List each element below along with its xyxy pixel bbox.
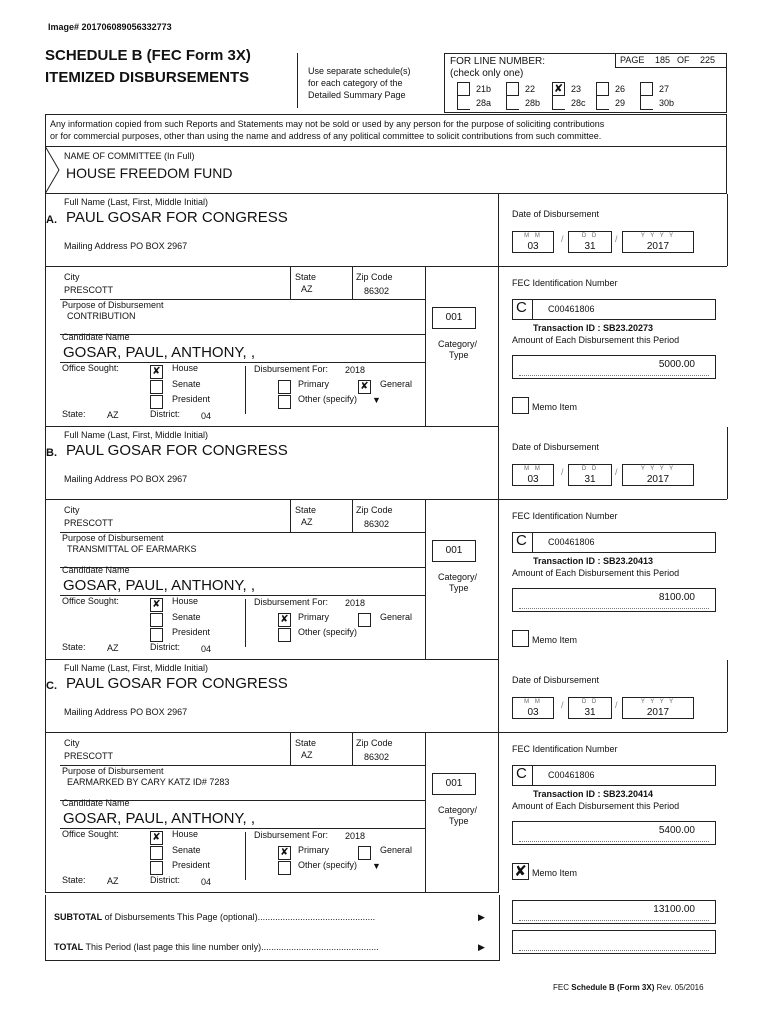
date-mm-value: 03 <box>527 474 539 485</box>
memo-label: Memo Item <box>532 635 578 645</box>
candidate-name: GOSAR, PAUL, ANTHONY, , <box>63 577 255 594</box>
date-dd-value: 31 <box>584 474 596 485</box>
primary-checkbox[interactable]: ✘ <box>278 613 291 627</box>
fec-id-box[interactable] <box>512 532 716 553</box>
payee-name: PAUL GOSAR FOR CONGRESS <box>66 442 288 459</box>
line-checkbox-28b[interactable] <box>506 96 519 110</box>
schedule-title: SCHEDULE B (FEC Form 3X) <box>45 47 251 64</box>
entry-right-border <box>727 660 728 732</box>
office-sought-label: Office Sought: <box>62 829 119 839</box>
general-checkbox[interactable]: ✘ <box>358 380 371 394</box>
amount-value: 5000.00 <box>658 359 695 370</box>
senate-label: Senate <box>172 379 201 389</box>
date-yyyy-hint: Y Y Y Y <box>640 466 676 472</box>
other-checkbox[interactable] <box>278 628 291 642</box>
date-separator: / <box>561 700 564 710</box>
entry-zip-divider <box>352 732 353 765</box>
line-label-22: 22 <box>525 84 536 94</box>
date-yyyy-hint: Y Y Y Y <box>640 233 676 239</box>
date-separator: / <box>615 467 618 477</box>
category-code: 001 <box>432 773 476 795</box>
entry-right-border <box>727 194 728 266</box>
mailing-address <box>64 241 187 251</box>
cand-state-value: AZ <box>107 410 119 420</box>
entry-address-line <box>45 732 727 733</box>
fec-id-box[interactable] <box>512 765 716 786</box>
date-yyyy-value: 2017 <box>646 241 670 252</box>
entry-letter: B. <box>46 447 57 459</box>
entry-bottom-line <box>45 426 498 427</box>
line-label-28a: 28a <box>476 98 492 108</box>
city-value: PRESCOTT <box>64 285 114 295</box>
date-dd-box[interactable] <box>568 464 612 486</box>
general-checkbox[interactable] <box>358 613 371 627</box>
city-label: City <box>64 505 80 515</box>
entry-address-line <box>45 266 727 267</box>
schedule-subtitle: ITEMIZED DISBURSEMENTS <box>45 69 250 86</box>
committee-arrow-icon <box>45 146 61 194</box>
date-dd-hint: D D <box>581 466 599 472</box>
purpose-label: Purpose of Disbursement <box>62 533 164 543</box>
line-label-26: 26 <box>615 84 626 94</box>
date-yyyy-box[interactable] <box>622 231 694 253</box>
senate-label: Senate <box>172 612 201 622</box>
category-code: 001 <box>432 307 476 329</box>
line-checkbox-28a[interactable] <box>457 96 470 110</box>
general-label: General <box>380 612 413 622</box>
category-label-1: Category/ <box>438 572 478 582</box>
page-number: 185 <box>655 55 671 65</box>
state-label: State <box>295 272 317 282</box>
memo-label: Memo Item <box>532 868 578 878</box>
mailing-address-value: PO BOX 2967 <box>130 474 188 484</box>
zip-label: Zip Code <box>356 738 393 748</box>
office-house-checkbox[interactable]: ✘ <box>150 598 163 612</box>
purpose-value: CONTRIBUTION <box>67 311 136 321</box>
amount-value: 5400.00 <box>658 825 695 836</box>
election-year: 2018 <box>345 598 366 608</box>
office-president-checkbox[interactable] <box>150 395 163 409</box>
cand-district-label: District: <box>150 875 180 885</box>
date-yyyy-value: 2017 <box>646 707 670 718</box>
mailing-address-label: Mailing Address <box>64 474 128 484</box>
category-label-1: Category/ <box>438 805 478 815</box>
other-checkbox[interactable] <box>278 861 291 875</box>
amount-label: Amount of Each Disbursement this Period <box>512 801 680 811</box>
line-label-27: 27 <box>659 84 670 94</box>
fec-id-label: FEC Identification Number <box>512 511 618 521</box>
date-label: Date of Disbursement <box>512 675 600 685</box>
line-checkbox-28c[interactable] <box>552 96 565 110</box>
category-code: 001 <box>432 540 476 562</box>
fec-id-value: C00461806 <box>548 304 595 314</box>
full-name-label: Full Name (Last, First, Middle Initial) <box>64 197 209 207</box>
date-mm-value: 03 <box>527 241 539 252</box>
president-label: President <box>172 860 211 870</box>
entry-divider <box>498 660 499 893</box>
fec-id-divider <box>532 299 533 320</box>
zip-label: Zip Code <box>356 272 393 282</box>
line-checkbox-30b[interactable] <box>640 96 653 110</box>
date-mm-hint: M M <box>524 699 542 705</box>
date-mm-box[interactable] <box>512 697 554 719</box>
entry-right-border <box>727 427 728 499</box>
purpose-value: EARMARKED BY CARY KATZ ID# 7283 <box>67 777 230 787</box>
office-sought-label: Office Sought: <box>62 596 119 606</box>
city-label: City <box>64 272 80 282</box>
full-name-label: Full Name (Last, First, Middle Initial) <box>64 663 209 673</box>
entry-divider <box>498 427 499 660</box>
state-value: AZ <box>301 284 313 294</box>
candidate-name-label: Candidate Name <box>62 565 130 575</box>
line-label-28c: 28c <box>571 98 586 108</box>
total-amount-box <box>512 930 716 954</box>
date-yyyy-box[interactable] <box>622 464 694 486</box>
date-yyyy-hint: Y Y Y Y <box>640 699 676 705</box>
entry-divider <box>498 194 499 427</box>
page-total: 225 <box>700 55 716 65</box>
entry-letter: C. <box>46 680 57 692</box>
line-checkbox-26[interactable] <box>596 82 609 96</box>
candidate-name: GOSAR, PAUL, ANTHONY, , <box>63 810 255 827</box>
fec-id-divider <box>532 765 533 786</box>
date-separator: / <box>561 234 564 244</box>
president-label: President <box>172 627 211 637</box>
other-checkbox[interactable] <box>278 395 291 409</box>
zip-label: Zip Code <box>356 505 393 515</box>
line-label-23: 23 <box>571 84 582 94</box>
entry-category-divider <box>425 732 426 893</box>
date-dd-value: 31 <box>584 241 596 252</box>
fec-id-prefix: C <box>516 532 527 549</box>
disbursement-for-label: Disbursement For: <box>254 364 329 374</box>
line-checkbox-29[interactable] <box>596 96 609 110</box>
amount-label: Amount of Each Disbursement this Period <box>512 568 680 578</box>
notice-line-1: Any information copied from such Reports and Statements may not be sold or used by any person for the purpose of soliciting contributions <box>50 119 605 129</box>
office-house-checkbox[interactable]: ✘ <box>150 831 163 845</box>
house-label: House <box>172 363 199 373</box>
committee-name: HOUSE FREEDOM FUND <box>66 165 233 181</box>
entry-category-divider <box>425 499 426 660</box>
date-mm-box[interactable] <box>512 464 554 486</box>
dropdown-arrow-icon: ▼ <box>372 861 381 871</box>
entry-state-divider <box>290 499 291 532</box>
date-label: Date of Disbursement <box>512 442 600 452</box>
zip-value: 86302 <box>364 752 390 762</box>
president-label: President <box>172 394 211 404</box>
footer-form-name: Schedule B (Form 3X) <box>571 983 655 992</box>
transaction-id: Transaction ID : SB23.20413 <box>533 556 654 566</box>
cand-district-value: 04 <box>201 411 212 421</box>
fec-id-divider <box>532 532 533 553</box>
fec-id-label: FEC Identification Number <box>512 744 618 754</box>
line-label-29: 29 <box>615 98 626 108</box>
form-footer <box>553 983 704 992</box>
entry-address-line <box>45 499 727 500</box>
date-yyyy-box[interactable] <box>622 697 694 719</box>
date-dd-value: 31 <box>584 707 596 718</box>
fec-id-value: C00461806 <box>548 537 595 547</box>
dropdown-arrow-icon: ▼ <box>372 395 381 405</box>
primary-label: Primary <box>298 612 329 622</box>
cand-state-label: State: <box>62 875 86 885</box>
date-mm-hint: M M <box>524 233 542 239</box>
office-senate-checkbox[interactable] <box>150 846 163 860</box>
memo-checkbox[interactable]: ✘ <box>512 863 529 880</box>
fec-id-prefix: C <box>516 299 527 316</box>
city-value: PRESCOTT <box>64 751 114 761</box>
general-label: General <box>380 379 413 389</box>
subtotal-label: SUBTOTAL <box>54 912 103 922</box>
disbursement-for-label: Disbursement For: <box>254 830 329 840</box>
office-senate-checkbox[interactable] <box>150 613 163 627</box>
line-checkbox-22[interactable] <box>506 82 519 96</box>
payee-name: PAUL GOSAR FOR CONGRESS <box>66 209 288 226</box>
mailing-address-value: PO BOX 2967 <box>130 241 188 251</box>
zip-value: 86302 <box>364 286 390 296</box>
purpose-value: TRANSMITTAL OF EARMARKS <box>67 544 197 554</box>
office-senate-checkbox[interactable] <box>150 380 163 394</box>
other-specify-label: Other (specify) <box>298 860 358 870</box>
candidate-name-label: Candidate Name <box>62 798 130 808</box>
footer-revision: Rev. 05/2016 <box>654 983 704 992</box>
category-label-2: Type <box>449 583 469 593</box>
memo-checkbox[interactable] <box>512 397 529 414</box>
date-dd-box[interactable] <box>568 231 612 253</box>
amount-label: Amount of Each Disbursement this Period <box>512 335 680 345</box>
check-only-one: (check only one) <box>450 68 524 79</box>
line-checkbox-21b[interactable] <box>457 82 470 96</box>
line-label-30b: 30b <box>659 98 675 108</box>
payee-name: PAUL GOSAR FOR CONGRESS <box>66 675 288 692</box>
line-label-21b: 21b <box>476 84 492 94</box>
zip-value: 86302 <box>364 519 390 529</box>
entry-letter: A. <box>46 214 57 226</box>
entry-office-divider <box>245 832 246 880</box>
purpose-label: Purpose of Disbursement <box>62 300 164 310</box>
cand-district-label: District: <box>150 409 180 419</box>
date-separator: / <box>615 234 618 244</box>
cand-state-label: State: <box>62 642 86 652</box>
candidate-name-label: Candidate Name <box>62 332 130 342</box>
fec-id-label: FEC Identification Number <box>512 278 618 288</box>
fec-id-prefix: C <box>516 765 527 782</box>
entry-zip-divider <box>352 499 353 532</box>
total-arrow-icon: ▶ <box>478 942 485 952</box>
primary-label: Primary <box>298 379 329 389</box>
primary-checkbox[interactable] <box>278 380 291 394</box>
subtotal-arrow-icon: ▶ <box>478 912 485 922</box>
subtotal-line <box>54 912 375 922</box>
transaction-id: Transaction ID : SB23.20414 <box>533 789 654 799</box>
office-president-checkbox[interactable] <box>150 861 163 875</box>
cand-state-value: AZ <box>107 876 119 886</box>
cand-district-value: 04 <box>201 644 212 654</box>
date-dd-hint: D D <box>581 233 599 239</box>
page-label: PAGE <box>620 55 645 65</box>
primary-checkbox[interactable]: ✘ <box>278 846 291 860</box>
entry-bottom-line <box>45 892 498 893</box>
memo-label: Memo Item <box>532 402 578 412</box>
entry-state-divider <box>290 266 291 299</box>
office-president-checkbox[interactable] <box>150 628 163 642</box>
line-checkbox-23[interactable]: ✘ <box>553 83 564 95</box>
subtotal-amount-box <box>512 900 716 924</box>
category-label-2: Type <box>449 816 469 826</box>
committee-label: NAME OF COMMITTEE (In Full) <box>64 151 195 161</box>
entry-zip-divider <box>352 266 353 299</box>
entry-office-divider <box>245 366 246 414</box>
instruction-line-3: Detailed Summary Page <box>308 90 406 100</box>
line-label-28b: 28b <box>525 98 541 108</box>
mailing-address <box>64 707 187 717</box>
senate-label: Senate <box>172 845 201 855</box>
notice-line-2: or for commercial purposes, other than using the name and address of any political committee to solicit contributions from such committee. <box>50 131 602 141</box>
general-label: General <box>380 845 413 855</box>
date-mm-value: 03 <box>527 707 539 718</box>
entry-state-divider <box>290 732 291 765</box>
subtotal-desc: of Disbursements This Page (optional)............................................... <box>102 912 376 922</box>
subtotal-value: 13100.00 <box>653 904 695 915</box>
date-dd-hint: D D <box>581 699 599 705</box>
house-label: House <box>172 829 199 839</box>
image-id: Image# 201706089056332773 <box>48 22 172 32</box>
full-name-label: Full Name (Last, First, Middle Initial) <box>64 430 209 440</box>
entry-bottom-line <box>45 659 498 660</box>
amount-box[interactable] <box>512 588 716 612</box>
total-desc: This Period (last page this line number only)............................................... <box>83 942 379 952</box>
entry-left-border <box>45 427 46 660</box>
amount-ticks <box>519 606 709 609</box>
entry-left-border <box>45 660 46 893</box>
transaction-id: Transaction ID : SB23.20273 <box>533 323 654 333</box>
state-value: AZ <box>301 750 313 760</box>
fec-id-value: C00461806 <box>548 770 595 780</box>
for-line-label: FOR LINE NUMBER: <box>450 56 546 67</box>
category-label-1: Category/ <box>438 339 478 349</box>
memo-checkbox[interactable] <box>512 630 529 647</box>
category-label-2: Type <box>449 350 469 360</box>
date-mm-box[interactable] <box>512 231 554 253</box>
date-separator: / <box>615 700 618 710</box>
mailing-address <box>64 474 187 484</box>
footer-prefix: FEC <box>553 983 572 992</box>
entry-office-divider <box>245 599 246 647</box>
date-dd-box[interactable] <box>568 697 612 719</box>
amount-ticks <box>519 839 709 842</box>
primary-label: Primary <box>298 845 329 855</box>
office-house-checkbox[interactable]: ✘ <box>150 365 163 379</box>
amount-box[interactable] <box>512 821 716 845</box>
office-sought-label: Office Sought: <box>62 363 119 373</box>
election-year: 2018 <box>345 365 366 375</box>
state-value: AZ <box>301 517 313 527</box>
cand-state-label: State: <box>62 409 86 419</box>
cand-state-value: AZ <box>107 643 119 653</box>
other-specify-label: Other (specify) <box>298 394 358 404</box>
state-label: State <box>295 738 317 748</box>
cand-district-value: 04 <box>201 877 212 887</box>
mailing-address-label: Mailing Address <box>64 241 128 251</box>
amount-ticks <box>519 373 709 376</box>
total-line <box>54 942 379 952</box>
entry-left-border <box>45 194 46 427</box>
purpose-label: Purpose of Disbursement <box>62 766 164 776</box>
house-label: House <box>172 596 199 606</box>
date-label: Date of Disbursement <box>512 209 600 219</box>
amount-value: 8100.00 <box>658 592 695 603</box>
disbursement-for-label: Disbursement For: <box>254 597 329 607</box>
city-label: City <box>64 738 80 748</box>
date-separator: / <box>561 467 564 477</box>
date-mm-hint: M M <box>524 466 542 472</box>
other-specify-label: Other (specify) <box>298 627 358 637</box>
of-label: OF <box>677 55 690 65</box>
mailing-address-value: PO BOX 2967 <box>130 707 188 717</box>
general-checkbox[interactable] <box>358 846 371 860</box>
total-label: TOTAL <box>54 942 84 952</box>
fec-id-box[interactable] <box>512 299 716 320</box>
state-label: State <box>295 505 317 515</box>
election-year: 2018 <box>345 831 366 841</box>
instruction-line-1: Use separate schedule(s) <box>308 66 411 76</box>
city-value: PRESCOTT <box>64 518 114 528</box>
line-checkbox-27[interactable] <box>640 82 653 96</box>
date-yyyy-value: 2017 <box>646 474 670 485</box>
amount-box[interactable] <box>512 355 716 379</box>
mailing-address-label: Mailing Address <box>64 707 128 717</box>
cand-district-label: District: <box>150 642 180 652</box>
entry-category-divider <box>425 266 426 427</box>
instruction-line-2: for each category of the <box>308 78 403 88</box>
candidate-name: GOSAR, PAUL, ANTHONY, , <box>63 344 255 361</box>
